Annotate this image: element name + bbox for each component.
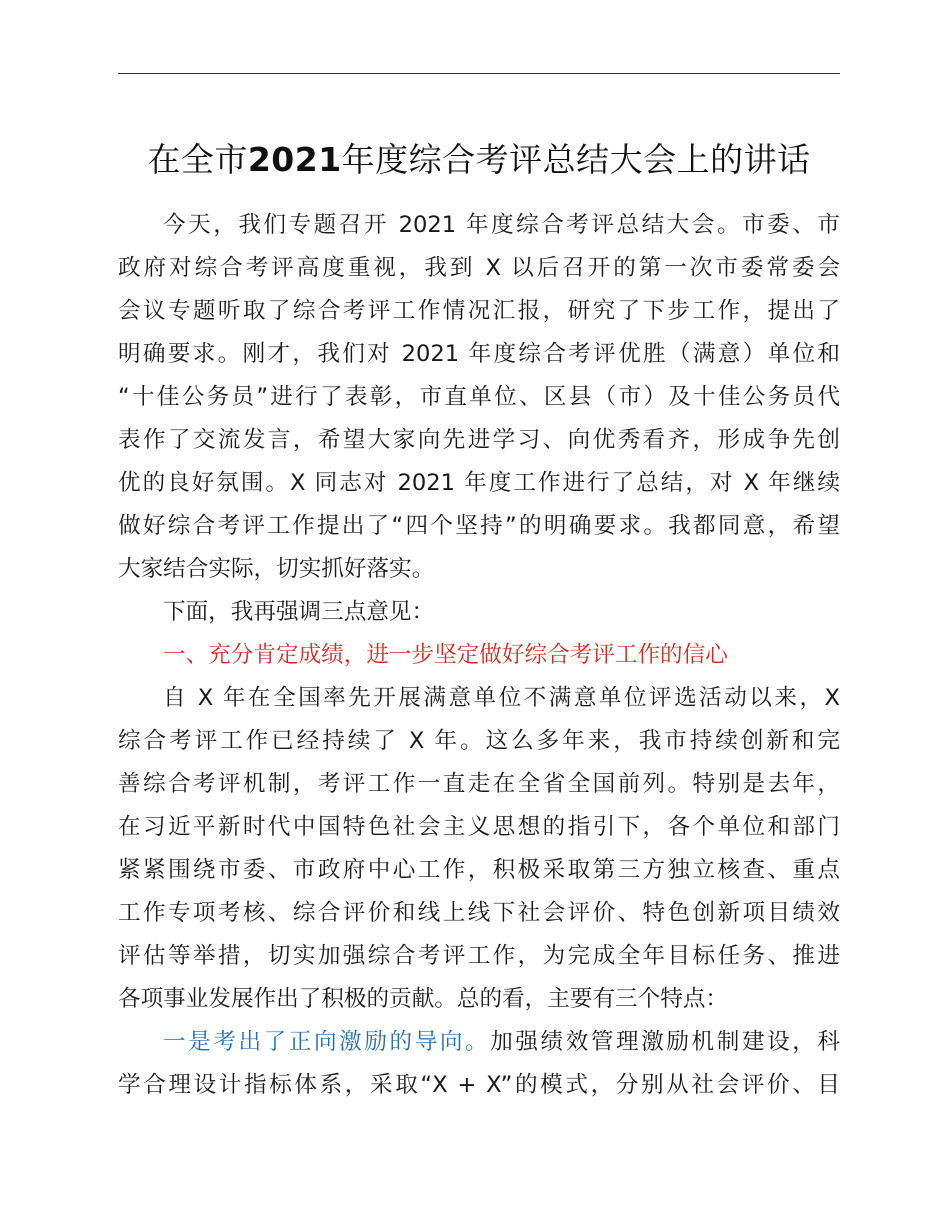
title-suffix: 年度综合考评总结大会上的讲话: [341, 140, 811, 179]
header-rule: [118, 73, 840, 74]
body-line: 表作了交流发言，希望大家向先进学习、向优秀看齐，形成争先创: [118, 427, 840, 453]
body-line: 明确要求。刚才，我们对 2021 年度综合考评优胜（满意）单位和: [118, 341, 840, 367]
body-line: 工作专项考核、综合评价和线上线下社会评价、特色创新项目绩效: [118, 900, 840, 926]
body-line: 今天，我们专题召开 2021 年度综合考评总结大会。市委、市: [163, 212, 840, 238]
body-line: 综合考评工作已经持续了 X 年。这么多年来，我市持续创新和完: [118, 728, 840, 754]
body-line: 评估等举措，切实加强综合考评工作，为完成全年目标任务、推进: [118, 943, 840, 969]
body-line-mixed: [163, 1027, 840, 1057]
body-line: 优的良好氛围。X 同志对 2021 年度工作进行了总结，对 X 年继续: [118, 470, 840, 496]
body-line: 政府对综合考评高度重视，我到 X 以后召开的第一次市委常委会: [118, 255, 840, 281]
body-line: 下面，我再强调三点意见：: [163, 599, 435, 625]
body-line: 各项事业发展作出了积极的贡献。总的看，主要有三个特点：: [118, 986, 729, 1012]
page-title: [118, 138, 840, 182]
body-line: 大家结合实际，切实抓好落实。: [118, 556, 435, 582]
body-line: 会议专题听取了综合考评工作情况汇报，研究了下步工作，提出了: [118, 298, 840, 324]
body-line: 紧紧围绕市委、市政府中心工作，积极采取第三方独立核查、重点: [118, 857, 840, 883]
body-line: “十佳公务员”进行了表彰，市直单位、区县（市）及十佳公务员代: [118, 384, 840, 410]
subheading-highlight: 一是考出了正向激励的导向。: [163, 1029, 491, 1055]
body-line: 在习近平新时代中国特色社会主义思想的指引下，各个单位和部门: [118, 814, 840, 840]
body-line: 学合理设计指标体系，采取“X + X”的模式，分别从社会评价、目: [118, 1072, 840, 1098]
title-year: 2021: [247, 140, 342, 179]
body-text: 加强绩效管理激励机制建设，科: [490, 1029, 840, 1055]
title-prefix: 在全市: [147, 140, 248, 179]
body-line: 善综合考评机制，考评工作一直走在全省全国前列。特别是去年，: [118, 771, 840, 797]
body-line: 做好综合考评工作提出了“四个坚持”的明确要求。我都同意，希望: [118, 513, 840, 539]
body-line: 自 X 年在全国率先开展满意单位不满意单位评选活动以来，X: [163, 685, 840, 711]
section-heading: 一、充分肯定成绩，进一步坚定做好综合考评工作的信心: [163, 642, 728, 668]
